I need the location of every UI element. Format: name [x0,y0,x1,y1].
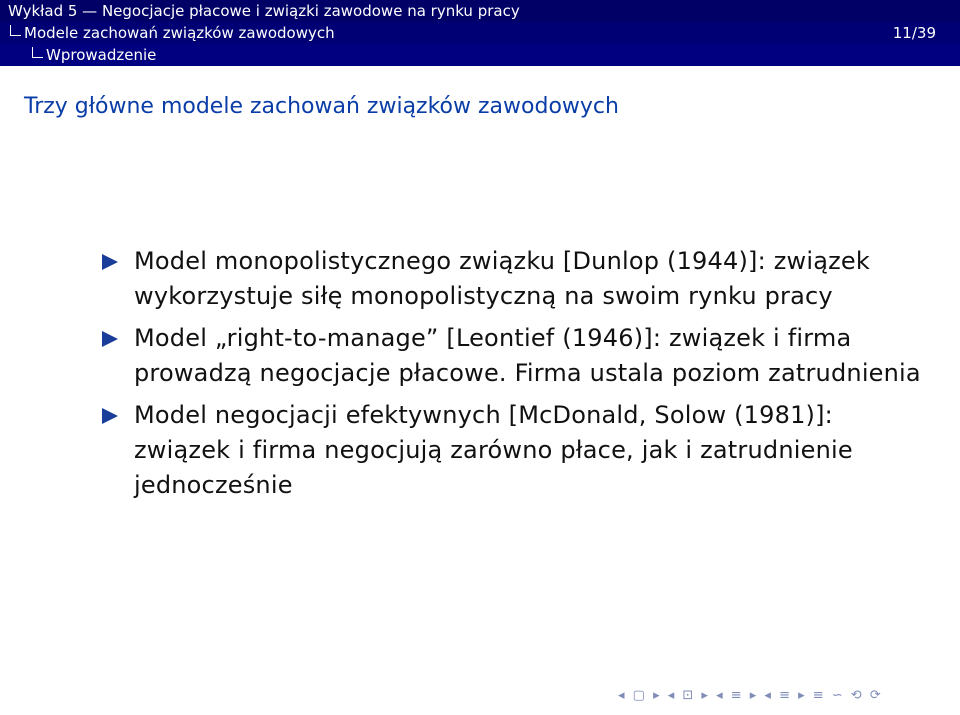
header-subsubsection-title: Wprowadzenie [46,46,157,64]
navigation-symbols[interactable]: ◂ ▢ ▸ ◂ ⊡ ▸ ◂ ≡ ▸ ◂ ≡ ▸ ≡ ∽ ⟲ ⟳ [618,688,883,703]
list-item-text: Model „right-to-manage” [Leontief (1946)]: związek i firma prowadzą negocjacje płacowe. Firma ustala poziom zatrudnienia [134,324,921,387]
header-section-bar [0,0,960,22]
list-item [100,398,930,503]
triangle-bullet-icon [102,408,118,424]
tree-corner-icon [10,25,21,36]
list-item-text: Model negocjacji efektywnych [McDonald, Solow (1981)]: związek i firma negocjują zarówno płace, jak i zatrudnienie jednocześnie [134,401,853,499]
header-subsection-bar [0,22,960,44]
header-section-title: Wykład 5 — Negocjacje płacowe i związki zawodowe na rynku pracy [8,2,520,20]
page-number: 11/39 [892,24,936,42]
header-subsubsection-bar [0,44,960,66]
bullet-list [100,244,930,510]
header-subsection-title: Modele zachowań związków zawodowych [24,24,335,42]
list-item [100,321,930,391]
tree-corner-icon [32,47,43,58]
list-item-text: Model monopolistycznego związku [Dunlop (1944)]: związek wykorzystuje siłę monopolistyczną na swoim rynku pracy [134,247,870,310]
frame-title: Trzy główne modele zachowań związków zawodowych [24,94,619,119]
triangle-bullet-icon [102,254,118,270]
list-item [100,244,930,314]
triangle-bullet-icon [102,331,118,347]
